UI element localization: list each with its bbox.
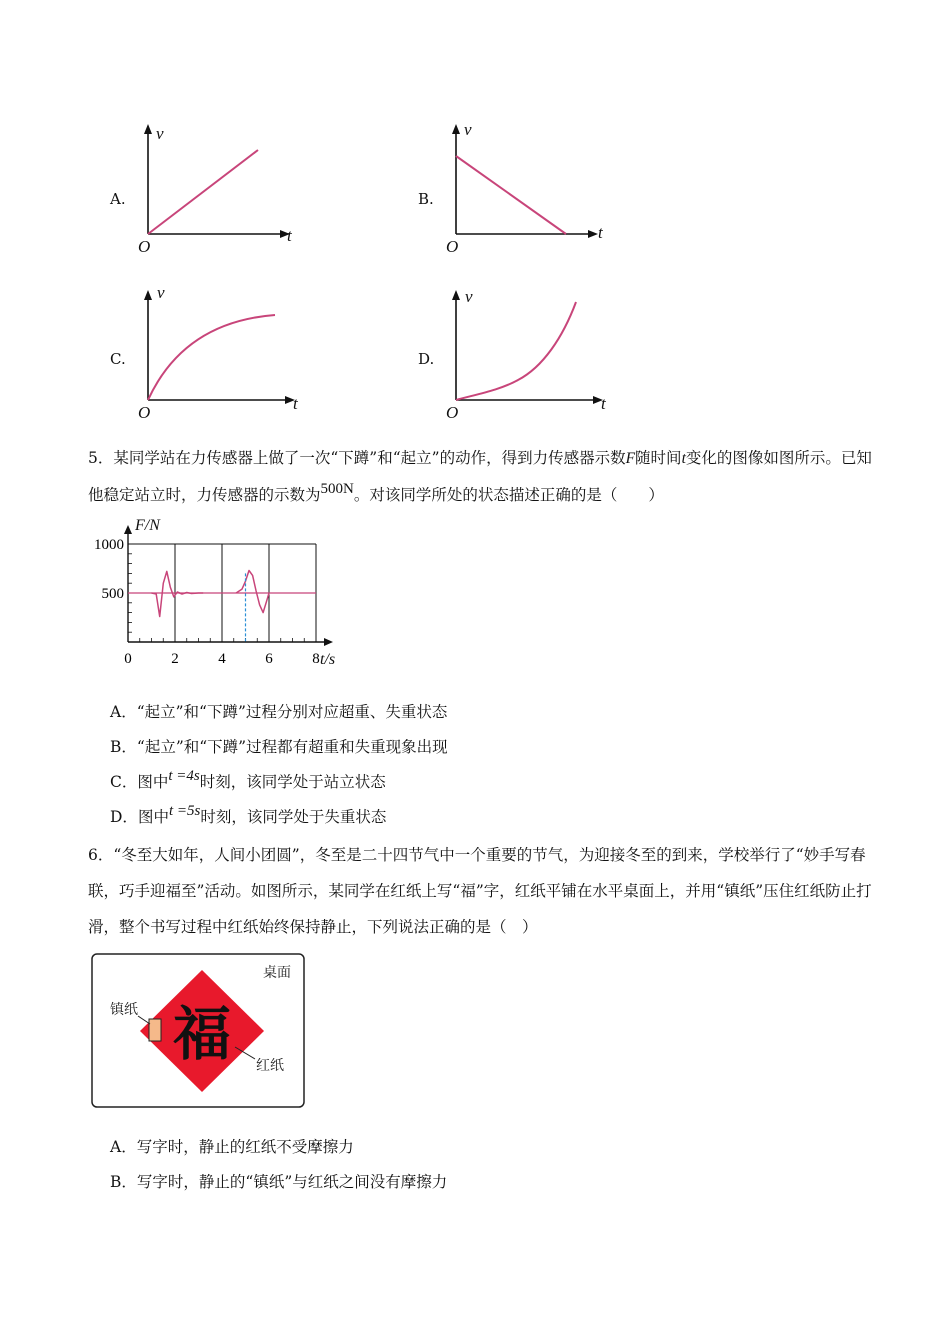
option-a-label: A. bbox=[110, 190, 126, 208]
chart-x-tick-label: 6 bbox=[265, 651, 273, 667]
option-c-label: C. bbox=[110, 350, 126, 368]
graph-option-a bbox=[130, 118, 310, 256]
chart-x-tick-label: 0 bbox=[124, 651, 132, 667]
chart-series-line-2 bbox=[236, 571, 269, 613]
chart-x-arrow bbox=[324, 638, 333, 646]
graph-c-origin: O bbox=[138, 403, 151, 422]
graph-b-curve bbox=[456, 156, 566, 234]
graph-a-ylabel: v bbox=[156, 124, 164, 143]
graph-d-ylabel: v bbox=[465, 287, 473, 306]
chart-x-tick-label: 4 bbox=[218, 651, 226, 667]
graph-a-xlabel: t bbox=[287, 226, 292, 245]
chart-y-tick-label: 500 bbox=[101, 586, 124, 602]
graph-a-curve bbox=[148, 150, 258, 234]
chart-x-tick-label: 8 bbox=[312, 651, 320, 667]
option-b-label: B. bbox=[418, 190, 434, 208]
q5-option-a[interactable]: A．“起立”和“下蹲”过程分别对应超重、失重状态 bbox=[110, 703, 448, 721]
graph-option-c bbox=[130, 282, 310, 422]
chart-series-line-1 bbox=[152, 571, 204, 616]
red-paper-figure bbox=[90, 952, 308, 1110]
graph-c-ylabel: v bbox=[157, 283, 165, 302]
fu-character: 福 bbox=[172, 1000, 232, 1068]
q5-option-c[interactable]: C．图中t =4s时刻，该同学处于站立状态 bbox=[110, 768, 386, 791]
graph-d-curve bbox=[456, 302, 576, 400]
chart-y-tick-label: 1000 bbox=[94, 537, 124, 553]
chart-xlabel: t/s bbox=[320, 651, 336, 668]
chart-grid bbox=[124, 525, 333, 646]
force-time-chart bbox=[88, 512, 358, 674]
graph-b-origin: O bbox=[446, 237, 459, 256]
question-5-text: 5．某同学站在力传感器上做了一次“下蹲”和“起立”的动作，得到力传感器示数F随时间t变化的图像如图所示。已知他稳定站立时，力传感器的示数为500N。对该同学所处的状态描述正确的是（ ） bbox=[88, 449, 872, 504]
graph-d-xlabel: t bbox=[601, 394, 606, 413]
q6-option-b[interactable]: B．写字时，静止的“镇纸”与红纸之间没有摩擦力 bbox=[110, 1173, 448, 1191]
graph-c-curve bbox=[148, 315, 275, 400]
paper-label: 红纸 bbox=[256, 1058, 284, 1074]
graph-option-b bbox=[438, 118, 618, 256]
option-d-label: D. bbox=[418, 350, 435, 368]
chart-x-tick-label: 2 bbox=[171, 651, 179, 667]
q5-option-b[interactable]: B．“起立”和“下蹲”过程都有超重和失重现象出现 bbox=[110, 738, 448, 756]
chart-y-arrow bbox=[124, 525, 132, 534]
graph-c-xlabel: t bbox=[293, 394, 298, 413]
graph-d-origin: O bbox=[446, 403, 459, 422]
q5-option-d[interactable]: D．图中t =5s时刻，该同学处于失重状态 bbox=[110, 803, 387, 826]
graph-option-d bbox=[438, 282, 618, 422]
graph-a-origin: O bbox=[138, 237, 151, 256]
q6-option-a[interactable]: A．写字时，静止的红纸不受摩擦力 bbox=[110, 1138, 354, 1156]
desk-label: 桌面 bbox=[263, 965, 291, 981]
weight-label: 镇纸 bbox=[110, 1002, 138, 1018]
value-500n: 500N bbox=[320, 481, 354, 497]
paperweight bbox=[149, 1019, 161, 1041]
graph-b-ylabel: v bbox=[464, 120, 472, 139]
chart-ylabel: F/N bbox=[135, 517, 160, 534]
question-6-text: 6．“冬至大如年，人间小团圆”，冬至是二十四节气中一个重要的节气，为迎接冬至的到来，学校举行了“妙手写春联，巧手迎福至”活动。如图所示，某同学在红纸上写“福”字，红纸平铺在水平桌面上，并用“镇纸”压住红纸防止打滑，整个书写过程中红纸始终保持静止，下列说法正确的是（ ） bbox=[88, 846, 872, 936]
graph-b-xlabel: t bbox=[598, 223, 603, 242]
